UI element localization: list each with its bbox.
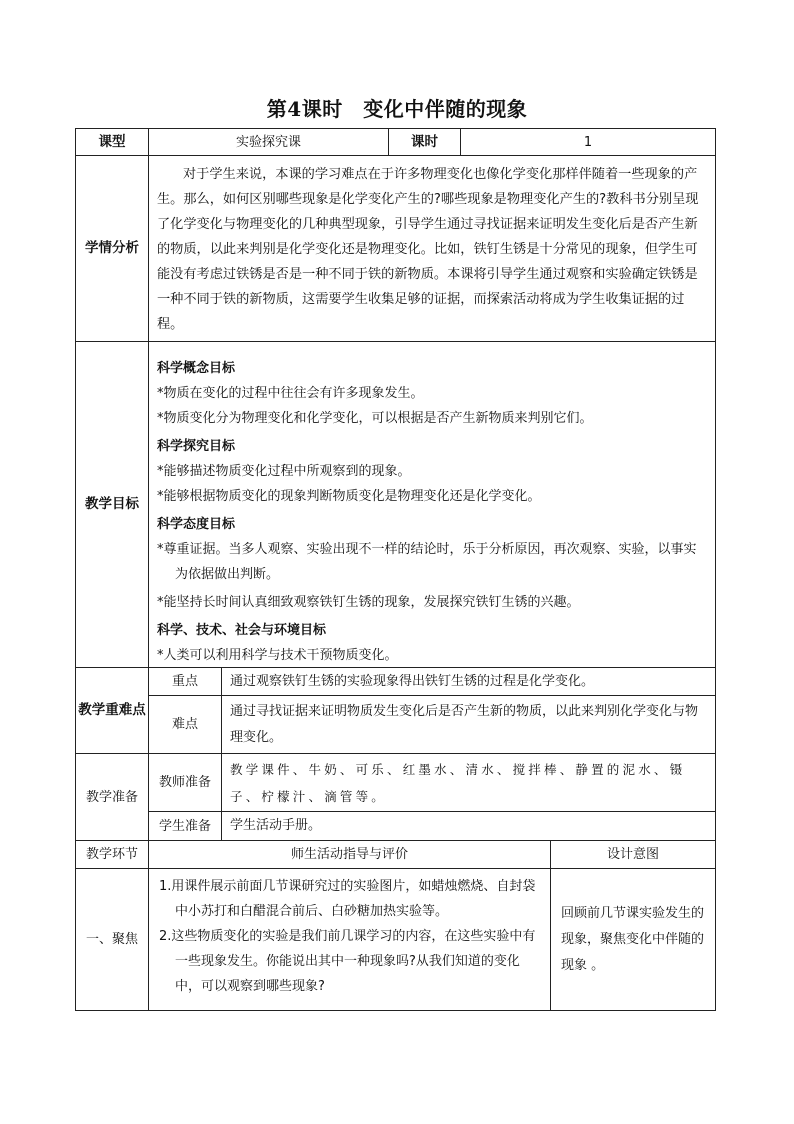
lesson-title: 第4课时 变化中伴随的现象 [266, 97, 528, 121]
analysis-label: 学情分析 [76, 156, 149, 342]
inquiry-heading: 科学探究目标 [157, 439, 236, 454]
type-value: 实验探究课 [149, 129, 389, 156]
goals-label: 教学目标 [76, 342, 149, 668]
type-label: 课型 [76, 129, 149, 156]
focus-text: 通过观察铁钉生锈的实验现象得出铁钉生锈的过程是化学变化。 [222, 668, 715, 696]
preparation-label: 教学准备 [76, 754, 149, 841]
attitude-item-2: *能坚持长时间认真细致观察铁钉生锈的现象，发展探究铁钉生锈的兴趣。 [157, 595, 580, 610]
teacher-prep-label: 教师准备 [149, 754, 222, 812]
inquiry-item-2: *能够根据物质变化的现象判断物质变化是物理变化还是化学变化。 [157, 489, 541, 504]
activity-item-1: 1.用课件展示前面几节课研究过的实验图片，如蜡烛燃烧、自封袋中小苏打和白醋混合前后、白砂糖加热实验等。 [159, 879, 536, 919]
period-label: 课时 [389, 129, 461, 156]
activity-header: 师生活动指导与评价 [149, 841, 551, 869]
intent-header: 设计意图 [551, 841, 715, 869]
intent-text: 回顾前几节课实验发生的现象，聚焦变化中伴随的现象 。 [561, 905, 705, 973]
focus-label: 重点 [149, 668, 222, 696]
teacher-prep-text: 教学课件、牛奶、可乐、红墨水、清水、搅拌棒、静置的泥水、镊子、柠檬汁、滴管等。 [222, 754, 715, 812]
difficulty-text: 通过寻找证据来证明物质发生变化后是否产生新的物质，以此来判别化学变化与物理变化。 [222, 696, 715, 754]
stse-item-1: *人类可以利用科学与技术干预物质变化。 [157, 648, 398, 663]
attitude-item-1: *尊重证据。当多人观察、实验出现不一样的结论时，乐于分析原因，再次观察、实验，以事实为依据做出判断。 [157, 542, 697, 582]
stage-focus-label: 一、聚焦 [76, 869, 149, 1010]
attitude-heading: 科学态度目标 [157, 517, 236, 532]
concept-item-1: *物质在变化的过程中往往会有许多现象发生。 [157, 386, 424, 401]
student-prep-text: 学生活动手册。 [222, 812, 715, 841]
goals-cell [149, 342, 715, 668]
stage-header: 教学环节 [76, 841, 149, 869]
period-value: 1 [461, 129, 715, 156]
concept-item-2: *物质变化分为物理变化和化学变化，可以根据是否产生新物质来判别它们。 [157, 411, 593, 426]
analysis-cell [149, 156, 715, 342]
inquiry-item-1: *能够描述物质变化过程中所观察到的现象。 [157, 464, 411, 479]
key-points-label: 教学重难点 [76, 668, 149, 754]
lesson-plan-table [75, 128, 716, 1011]
stse-heading: 科学、技术、社会与环境目标 [157, 623, 327, 638]
activity-item-2: 2.这些物质变化的实验是我们前几课学习的内容，在这些实验中有一些现象发生。你能说出其中一种现象吗?从我们知道的变化中，可以观察到哪些现象? [159, 929, 536, 994]
difficulty-label: 难点 [149, 696, 222, 754]
student-prep-label: 学生准备 [149, 812, 222, 841]
analysis-text: 对于学生来说，本课的学习难点在于许多物理变化也像化学变化那样伴随着一些现象的产生。那么，如何区别哪些现象是化学变化产生的?哪些现象是物理变化产生的?教科书分别呈现了化学变化与物理变化的几种典型现象，引导学生通过寻找证据来证明发生变化后是否产生新的物质，以此来判别是化学变化还是物理变化。比如，铁钉生锈是十分常见的现象，但学生可能没有考虑过铁锈是否是一种不同于铁的新物质。本课将引导学生通过观察和实验确定铁锈是一种不同于铁的新物质，这需要学生收集足够的证据，而探索活动将成为学生收集证据的过程。 [157, 167, 699, 332]
stage-focus-activity [149, 869, 551, 1010]
concept-heading: 科学概念目标 [157, 361, 236, 376]
stage-focus-intent [551, 869, 715, 1010]
